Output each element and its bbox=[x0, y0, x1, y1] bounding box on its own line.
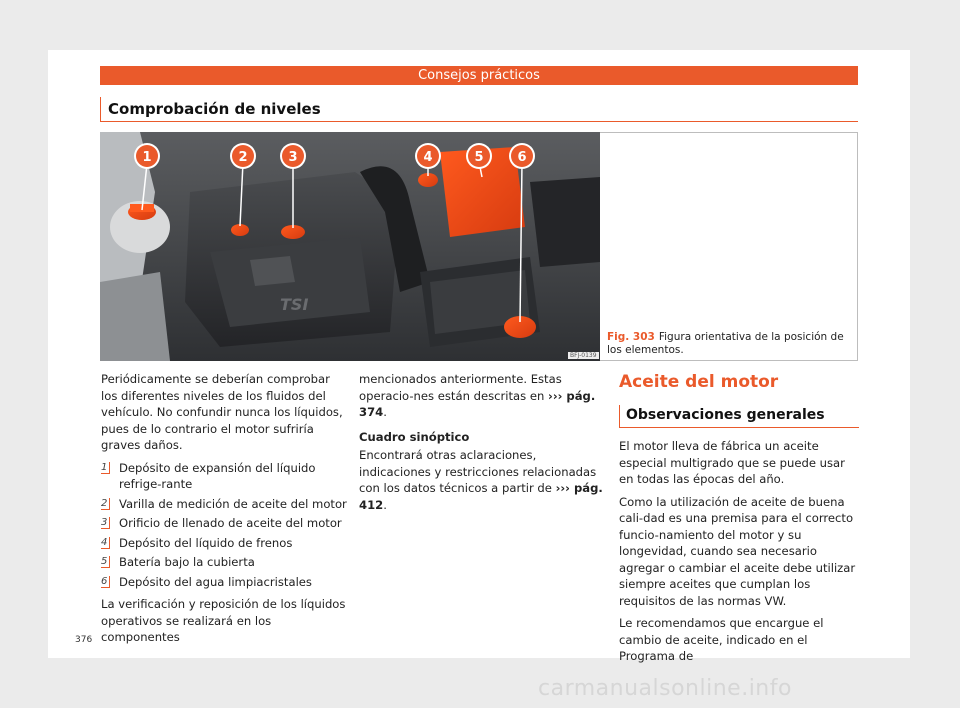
item-text: Batería bajo la cubierta bbox=[119, 555, 255, 569]
figure-caption-text: Figura orientativa de la posición de los elementos. bbox=[607, 331, 844, 356]
engine-bay-illustration bbox=[100, 132, 600, 361]
paragraph: Como la utilización de aceite de buena cali-dad es una premisa para el correcto funcio-namiento del motor y su longevidad, cuando sea necesario agregar o cambiar el aceite debe utilizar siempre aceites que cumplan los requisitos de las normas VW. bbox=[619, 494, 856, 608]
column-middle bbox=[359, 371, 605, 519]
item-number: 5 bbox=[101, 556, 110, 568]
item-text: Depósito de expansión del líquido refrige-rante bbox=[119, 460, 316, 491]
engine-bay-drawing bbox=[100, 132, 600, 361]
outro-paragraph: La verificación y reposición de los líquidos operativos se realizará en los componentes bbox=[101, 597, 346, 644]
title-rule bbox=[100, 121, 858, 122]
item-text: Orificio de llenado de aceite del motor bbox=[119, 516, 342, 530]
chapter-heading: Aceite del motor bbox=[619, 372, 779, 392]
page-title: Comprobación de niveles bbox=[108, 100, 321, 118]
page-reference-link[interactable]: ››› pág. 374 bbox=[359, 388, 596, 419]
figure-caption bbox=[607, 331, 852, 357]
list-item bbox=[101, 574, 347, 591]
component-list bbox=[101, 460, 347, 591]
item-text: Varilla de medición de aceite del motor bbox=[119, 496, 347, 511]
subheading: Cuadro sinóptico bbox=[359, 429, 470, 444]
svg-text:4: 4 bbox=[423, 150, 433, 165]
continued-paragraph bbox=[359, 371, 605, 421]
item-text: Depósito del líquido de frenos bbox=[119, 535, 293, 550]
intro-paragraph: Periódicamente se deberían comprobar los diferentes niveles de los fluidos del vehículo. No confundir nunca los líquidos, pues de lo contrario el motor sufriría graves daños. bbox=[101, 372, 343, 452]
list-item bbox=[101, 535, 347, 552]
figure-code: BFJ-0139 bbox=[570, 352, 597, 359]
paragraph-text: Encontrará otras aclaraciones, indicaciones y restricciones relacionadas con los datos técnicos a partir de bbox=[359, 448, 597, 495]
paragraph-end: . bbox=[383, 405, 387, 419]
column-left bbox=[101, 371, 347, 652]
paragraph-end: . bbox=[383, 497, 387, 512]
page-number: 376 bbox=[75, 635, 93, 645]
svg-text:1: 1 bbox=[142, 150, 152, 165]
engine-cover-badge: TSI bbox=[280, 295, 309, 314]
summary-paragraph bbox=[359, 447, 605, 513]
svg-text:2: 2 bbox=[238, 150, 248, 165]
paragraph: Le recomendamos que encargue el cambio de aceite, indicado en el Programa de bbox=[619, 616, 824, 663]
svg-text:6: 6 bbox=[517, 150, 527, 165]
svg-text:5: 5 bbox=[474, 150, 484, 165]
list-item bbox=[101, 460, 347, 493]
paragraph-text: mencionados anteriormente. Estas operacio-nes están descritas en bbox=[359, 372, 562, 403]
page-reference-link[interactable]: ››› pág. 412 bbox=[359, 481, 603, 512]
subsection-heading: Observaciones generales bbox=[619, 405, 859, 428]
watermark: carmanualsonline.info bbox=[538, 676, 792, 701]
item-number: 4 bbox=[101, 537, 110, 549]
list-item bbox=[101, 554, 347, 571]
item-number: 6 bbox=[101, 576, 110, 588]
item-number: 1 bbox=[101, 462, 110, 474]
svg-text:3: 3 bbox=[288, 150, 298, 165]
item-number: 3 bbox=[101, 517, 110, 529]
item-text: Depósito del agua limpiacristales bbox=[119, 574, 312, 589]
title-accent-line bbox=[100, 97, 101, 122]
list-item bbox=[101, 515, 347, 532]
section-header-bar: Consejos prácticos bbox=[100, 66, 858, 85]
figure-label: Fig. 303 bbox=[607, 331, 655, 343]
list-item bbox=[101, 496, 347, 513]
item-number: 2 bbox=[101, 498, 110, 510]
paragraph: El motor lleva de fábrica un aceite especial multigrado que se puede usar en todas las épocas del año. bbox=[619, 439, 845, 486]
column-right bbox=[619, 371, 859, 671]
